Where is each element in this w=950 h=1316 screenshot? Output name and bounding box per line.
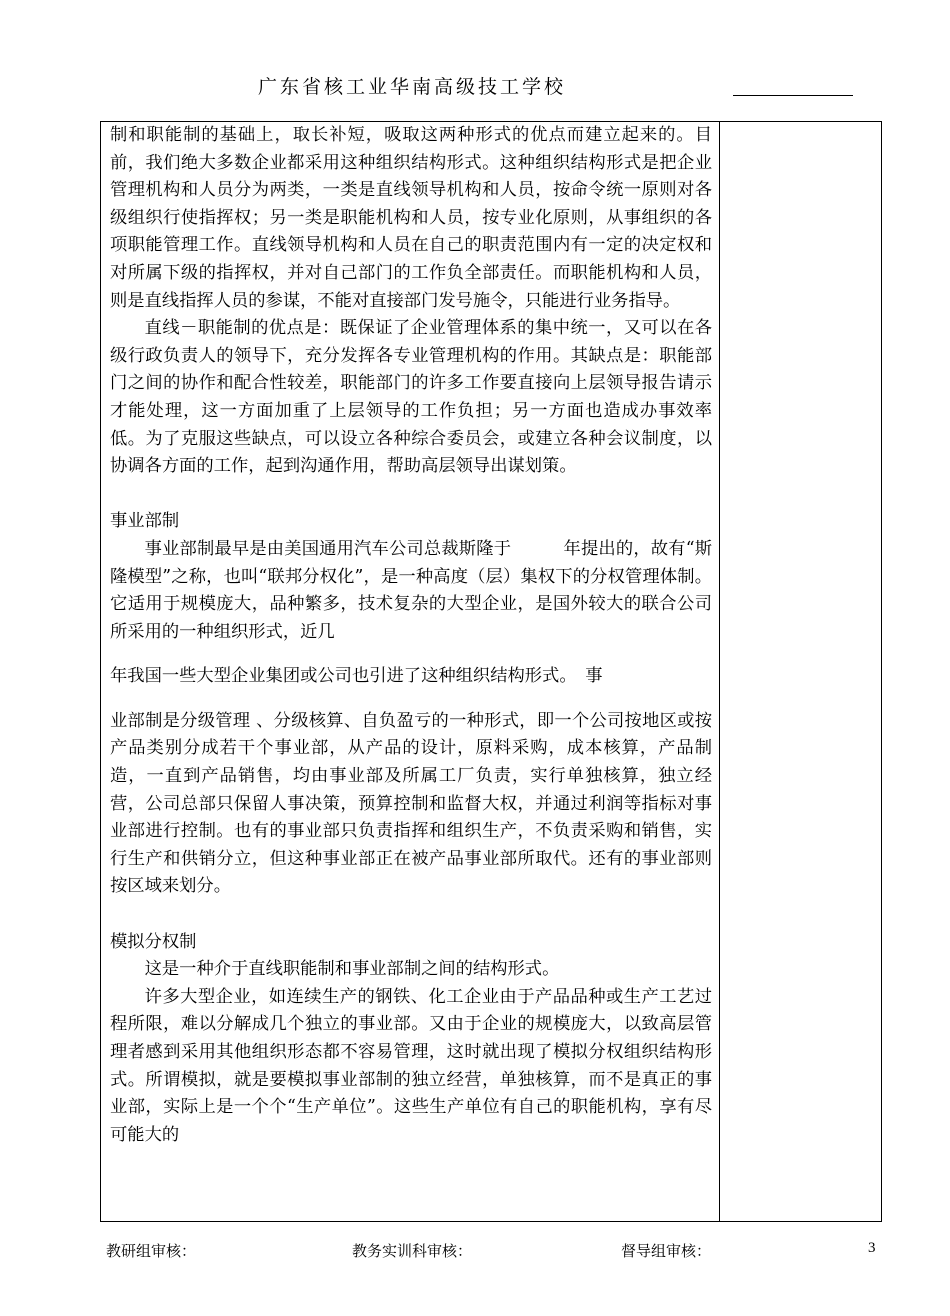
blank-line bbox=[110, 481, 712, 509]
column-divider bbox=[719, 121, 720, 1222]
document-body bbox=[110, 122, 712, 1149]
paragraph-5: 许多大型企业，如连续生产的钢铁、化工企业由于产品品种或生产工艺过程所限，难以分解成几个独立的事业部。又由于企业的规模庞大，以致高层管理者感到采用其他组织形态都不容易管理，这时就出现了模拟分权组织结构形式。所谓模拟，就是要模拟事业部制的独立经营，单独核算，而不是真正的事业部，实际上是一个个“生产单位”。这些生产单位有自己的职能机构，享有尽可能大的 bbox=[110, 986, 712, 1145]
paragraph-3c: 业部制是分级管理 、分级核算、自负盈亏的一种形式，即一个公司按地区或按产品类别分成若干个事业部，从产品的设计，原料采购，成本核算，产品制造，一直到产品销售，均由事业部及所属工厂负责，实行单独核算，独立经营，公司总部只保留人事决策，预算控制和监督大权，并通过利润等指标对事业部进行控制。也有的事业部只负责指挥和组织生产，不负责采购和销售，实行生产和供销分立，但这种事业部正在被产品事业部所取代。还有的事业部则按区域来划分。 bbox=[110, 710, 712, 897]
section-heading-simulated: 模拟分权制 bbox=[110, 931, 197, 952]
paragraph-4: 这是一种介于直线职能制和事业部制之间的结构形式。 bbox=[144, 959, 560, 980]
spacer bbox=[110, 691, 712, 708]
paragraph-2: 直线－职能制的优点是：既保证了企业管理体系的集中统一，又可以在各级行政负责人的领导下，充分发挥各专业管理机构的作用。其缺点是：职能部门之间的协作和配合性较差，职能部门的许多工作要直接向上层领导报告请示才能处理，这一方面加重了上层领导的工作负担；另一方面也造成办事效率低。为了克服这些缺点，可以设立各种综合委员会，或建立各种会议制度，以协调各方面的工作，起到沟通作用，帮助高层领导出谋划策。 bbox=[110, 318, 712, 477]
header-title: 广东省核工业华南高级技工学校 bbox=[258, 76, 567, 98]
paragraph-3a: 事业部制最早是由美国通用汽车公司总裁斯隆于 年提出的，故有“斯隆模型”之称，也叫“联邦分权化”，是一种高度（层）集权下的分权管理体制。它适用于规模庞大，品种繁多，技术复杂的大型企业，是国外较大的联合公司所采用的一种组织形式，近几 bbox=[110, 538, 712, 642]
blank-line bbox=[110, 901, 712, 929]
paragraph-3b: 年我国一些大型企业集团或公司也引进了这种组织结构形式。 事 bbox=[110, 666, 603, 687]
page-number: 3 bbox=[868, 1240, 876, 1256]
header-rule bbox=[733, 95, 853, 96]
footer-review-teaching-group: 教研组审核： bbox=[106, 1242, 197, 1260]
footer-review-academic-office: 教务实训科审核： bbox=[352, 1242, 473, 1260]
section-heading-divisional: 事业部制 bbox=[110, 511, 180, 532]
paragraph-1: 制和职能制的基础上，取长补短，吸取这两种形式的优点而建立起来的。目前，我们绝大多数企业都采用这种组织结构形式。这种组织结构形式是把企业管理机构和人员分为两类，一类是直线领导机构和人员，按命令统一原则对各级组织行使指挥权；另一类是职能机构和人员，按专业化原则，从事组织的各项职能管理工作。直线领导机构和人员在自己的职责范围内有一定的决定权和对所属下级的指挥权，并对自己部门的工作负全部责任。而职能机构和人员，则是直线指挥人员的参谋，不能对直接部门发号施令，只能进行业务指导。 bbox=[110, 125, 712, 311]
spacer bbox=[110, 646, 712, 663]
footer-review-supervision: 督导组审核： bbox=[621, 1242, 712, 1260]
